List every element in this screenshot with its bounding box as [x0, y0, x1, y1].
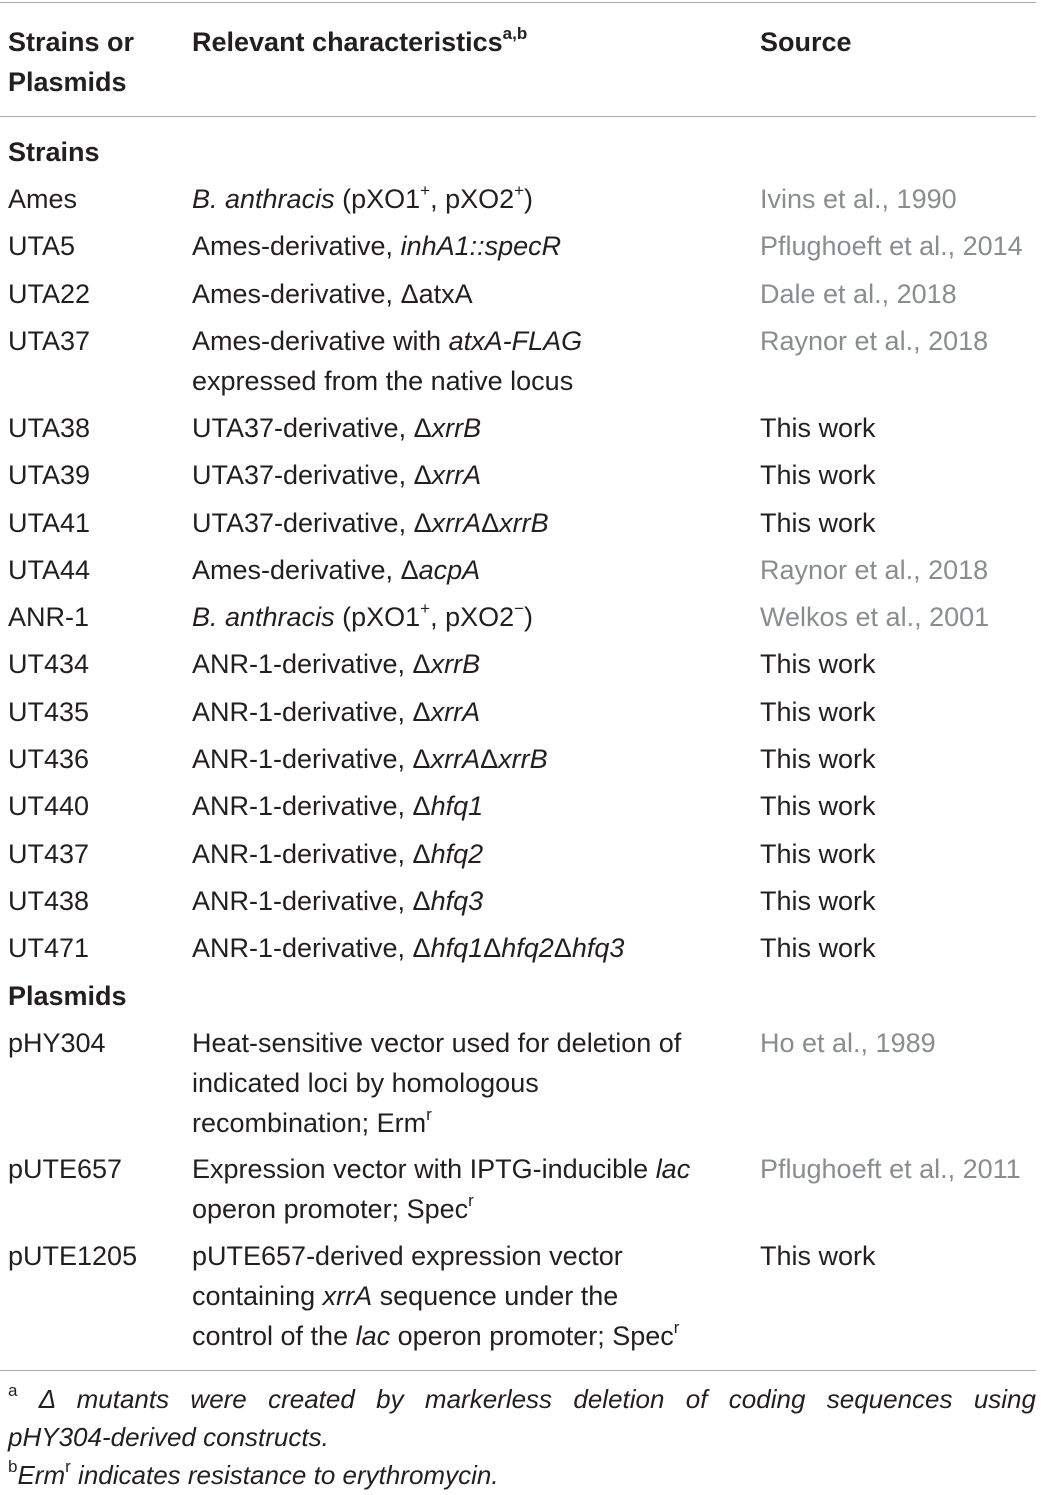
- header-col2-text: Relevant characteristics: [192, 27, 503, 57]
- relevant-characteristics: [192, 455, 752, 495]
- characteristics-line: [192, 274, 752, 314]
- characteristics-line: [192, 455, 752, 495]
- source-text: This work: [760, 886, 876, 916]
- footnote-b: [8, 1456, 1036, 1494]
- text-run: Δ: [480, 744, 499, 774]
- header-source: Source: [760, 27, 852, 57]
- italic-text: hfq2: [430, 839, 484, 869]
- relevant-characteristics: [192, 692, 752, 732]
- text-run: (pXO1: [334, 184, 421, 214]
- strain-name: pUTE657: [8, 1154, 123, 1184]
- source-reference-link[interactable]: Ivins et al., 1990: [760, 184, 957, 214]
- italic-text: xrrB: [499, 508, 549, 538]
- source-text: This work: [760, 1241, 876, 1271]
- header-col1-line2: Plasmids: [8, 67, 127, 97]
- italic-text: atxA-FLAG: [448, 326, 583, 356]
- characteristics-line: [192, 1189, 752, 1229]
- text-run: ANR-1-derivative, Δ: [192, 886, 431, 916]
- source-reference-link[interactable]: Raynor et al., 2018: [760, 326, 989, 356]
- relevant-characteristics: [192, 597, 752, 637]
- text-run: ANR-1-derivative, Δ: [192, 933, 431, 963]
- superscript: +: [420, 181, 431, 200]
- text-run: Heat-sensitive vector used for deletion of: [192, 1028, 682, 1058]
- text-run: ANR-1-derivative, Δ: [192, 744, 431, 774]
- text-run: control of the: [192, 1321, 356, 1351]
- italic-text: hfq1: [430, 933, 484, 963]
- relevant-characteristics: [192, 503, 752, 543]
- header-col1-line1: Strains or: [8, 27, 135, 57]
- strain-name: UTA22: [8, 279, 91, 309]
- characteristics-line: [192, 692, 752, 732]
- source-text: This work: [760, 791, 876, 821]
- characteristics-line: [192, 928, 752, 968]
- text-run: ): [524, 602, 534, 632]
- italic-text: hfq3: [430, 886, 484, 916]
- relevant-characteristics: [192, 226, 752, 266]
- characteristics-line: [192, 1276, 752, 1316]
- section-plasmids: Plasmids: [8, 981, 127, 1011]
- text-run: operon promoter; Spec: [390, 1321, 674, 1351]
- text-run: pUTE657-derived expression vector: [192, 1241, 623, 1271]
- header-bottom-rule: [0, 116, 1036, 117]
- text-run: (pXO1: [334, 602, 421, 632]
- superscript: r: [673, 1318, 680, 1337]
- text-run: Expression vector with IPTG-inducible: [192, 1154, 656, 1184]
- characteristics-line: [192, 834, 752, 874]
- source-reference-link[interactable]: Pflughoeft et al., 2011: [760, 1154, 1021, 1184]
- text-run: ANR-1-derivative, Δ: [192, 697, 431, 727]
- header-relevant-characteristics: [192, 22, 527, 62]
- relevant-characteristics: [192, 1023, 752, 1143]
- characteristics-line: [192, 881, 752, 921]
- italic-text: xrrA: [322, 1281, 373, 1311]
- text-run: ANR-1-derivative, Δ: [192, 839, 431, 869]
- italic-text: xrrB: [430, 649, 481, 679]
- italic-text: xrrA: [431, 460, 482, 490]
- source-reference-link[interactable]: Welkos et al., 2001: [760, 602, 990, 632]
- text-run: sequence under the: [372, 1281, 619, 1311]
- header-col2-footnote-marks: a,b: [502, 24, 528, 43]
- strain-name: UTA37: [8, 326, 91, 356]
- text-run: ANR-1-derivative, Δ: [192, 791, 431, 821]
- characteristics-line: [192, 1149, 752, 1189]
- strain-name: ANR-1: [8, 602, 90, 632]
- italic-text: hfq1: [430, 791, 484, 821]
- strain-name: pHY304: [8, 1028, 106, 1058]
- text-run: Δ: [481, 508, 500, 538]
- characteristics-line: [192, 739, 752, 779]
- strain-name: UT437: [8, 839, 90, 869]
- source-reference-link[interactable]: Ho et al., 1989: [760, 1028, 936, 1058]
- superscript: +: [420, 599, 431, 618]
- strain-name: UTA39: [8, 460, 91, 490]
- text-run: Ames-derivative, Δ: [192, 555, 419, 585]
- italic-text: xrrA: [431, 508, 482, 538]
- table-top-rule: [0, 2, 1036, 3]
- source-reference-link[interactable]: Pflughoeft et al., 2014: [760, 231, 1023, 261]
- characteristics-line: [192, 786, 752, 826]
- text-run: , pXO2: [430, 602, 515, 632]
- footnote-a: [8, 1380, 1036, 1456]
- source-reference-link[interactable]: Raynor et al., 2018: [760, 555, 989, 585]
- text-run: UTA37-derivative, Δ: [192, 413, 432, 443]
- superscript: r: [468, 1191, 474, 1210]
- footnote-a-line1: [8, 1380, 1036, 1418]
- relevant-characteristics: [192, 644, 752, 684]
- italic-text: B. anthracis: [192, 184, 335, 214]
- text-run: expressed from the native locus: [192, 366, 574, 396]
- section-strains: Strains: [8, 137, 100, 167]
- relevant-characteristics: [192, 1149, 752, 1229]
- italic-text: inhA1::specR: [400, 231, 562, 261]
- characteristics-line: [192, 408, 752, 448]
- header-strains-or-plasmids: [8, 22, 134, 102]
- text-run: UTA37-derivative, Δ: [192, 460, 432, 490]
- superscript: +: [514, 181, 525, 200]
- italic-text: acpA: [418, 555, 481, 585]
- source-text: This work: [760, 508, 876, 538]
- characteristics-line: [192, 179, 752, 219]
- italic-text: hfq3: [571, 933, 625, 963]
- strain-name: UTA41: [8, 508, 91, 538]
- strain-name: UT435: [8, 697, 90, 727]
- footnote-b-sup: r: [65, 1457, 71, 1477]
- characteristics-line: [192, 597, 752, 637]
- source-text: This work: [760, 697, 876, 727]
- italic-text: lac: [655, 1154, 691, 1184]
- strain-name: pUTE1205: [8, 1241, 138, 1271]
- relevant-characteristics: [192, 786, 752, 826]
- characteristics-line: [192, 1023, 752, 1063]
- italic-text: xrrB: [431, 413, 482, 443]
- text-run: Δ: [483, 933, 502, 963]
- superscript: r: [426, 1105, 432, 1124]
- relevant-characteristics: [192, 834, 752, 874]
- text-run: indicated loci by homologous: [192, 1068, 539, 1098]
- characteristics-line: [192, 321, 752, 361]
- characteristics-line: [192, 1316, 752, 1356]
- strain-name: UT440: [8, 791, 90, 821]
- text-run: ): [524, 184, 534, 214]
- text-run: Ames-derivative, ΔatxA: [192, 279, 473, 309]
- source-text: This work: [760, 933, 876, 963]
- italic-text: B. anthracis: [192, 602, 335, 632]
- footnote-a-text1: Δ mutants were created by markerless deletion of coding sequences using: [38, 1384, 1036, 1414]
- footnote-b-text: indicates resistance to erythromycin.: [70, 1460, 499, 1490]
- strain-name: UT434: [8, 649, 90, 679]
- strain-name: UT471: [8, 933, 90, 963]
- characteristics-line: [192, 550, 752, 590]
- italic-text: lac: [355, 1321, 391, 1351]
- strain-name: UT438: [8, 886, 90, 916]
- strain-name: UT436: [8, 744, 90, 774]
- footnote-a-line2: pHY304-derived constructs.: [8, 1422, 329, 1452]
- superscript: −: [514, 599, 525, 618]
- relevant-characteristics: [192, 881, 752, 921]
- source-reference-link[interactable]: Dale et al., 2018: [760, 279, 957, 309]
- footnote-b-erm: Erm: [17, 1460, 66, 1490]
- source-text: This work: [760, 744, 876, 774]
- text-run: recombination; Erm: [192, 1108, 427, 1138]
- text-run: ANR-1-derivative, Δ: [192, 649, 431, 679]
- text-run: operon promoter; Spec: [192, 1194, 469, 1224]
- footnote-b-mark: b: [8, 1457, 18, 1477]
- relevant-characteristics: [192, 739, 752, 779]
- characteristics-line: [192, 1063, 752, 1103]
- characteristics-line: [192, 226, 752, 266]
- source-text: This work: [760, 649, 876, 679]
- source-text: This work: [760, 413, 876, 443]
- relevant-characteristics: [192, 321, 752, 401]
- italic-text: xrrB: [498, 744, 548, 774]
- relevant-characteristics: [192, 550, 752, 590]
- strain-name: UTA44: [8, 555, 91, 585]
- strain-name: UTA5: [8, 231, 76, 261]
- characteristics-line: [192, 503, 752, 543]
- text-run: Δ: [553, 933, 572, 963]
- characteristics-line: [192, 644, 752, 684]
- strain-name: UTA38: [8, 413, 91, 443]
- italic-text: xrrA: [430, 697, 481, 727]
- characteristics-line: [192, 1103, 752, 1143]
- table-bottom-rule: [0, 1370, 1036, 1371]
- source-text: This work: [760, 460, 876, 490]
- strain-name: Ames: [8, 184, 78, 214]
- relevant-characteristics: [192, 928, 752, 968]
- italic-text: xrrA: [430, 744, 481, 774]
- text-run: UTA37-derivative, Δ: [192, 508, 432, 538]
- italic-text: hfq2: [501, 933, 554, 963]
- relevant-characteristics: [192, 179, 752, 219]
- characteristics-line: [192, 361, 752, 401]
- source-text: This work: [760, 839, 876, 869]
- footnote-a-mark: a: [8, 1381, 18, 1401]
- relevant-characteristics: [192, 1236, 752, 1356]
- relevant-characteristics: [192, 408, 752, 448]
- text-run: , pXO2: [430, 184, 515, 214]
- text-run: containing: [192, 1281, 323, 1311]
- characteristics-line: [192, 1236, 752, 1276]
- text-run: Ames-derivative,: [192, 231, 401, 261]
- relevant-characteristics: [192, 274, 752, 314]
- text-run: Ames-derivative with: [192, 326, 449, 356]
